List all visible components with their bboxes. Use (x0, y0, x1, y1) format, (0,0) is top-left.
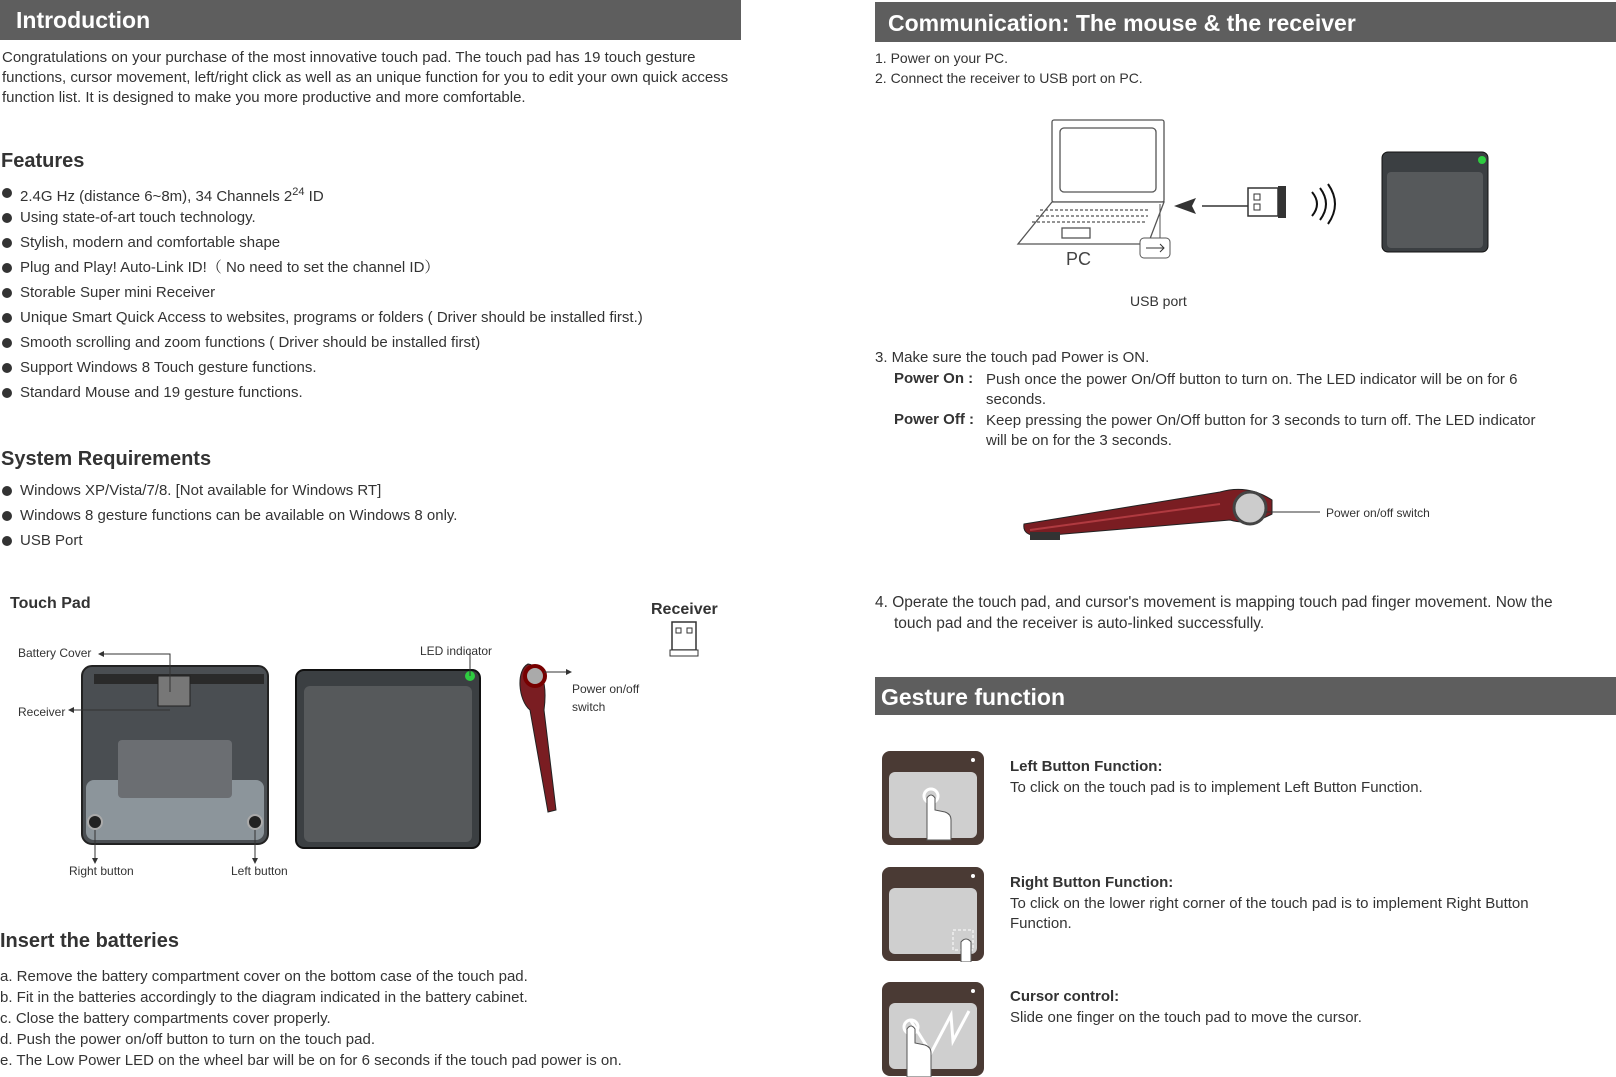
feature-item: Unique Smart Quick Access to websites, programs or folders ( Driver should be installed first.) (0, 305, 740, 330)
gesture-header (875, 677, 1616, 715)
power-off-label: Power Off : (894, 411, 975, 428)
battery-step: a. Remove the battery compartment cover on the bottom case of the touch pad. (0, 968, 528, 985)
intro-text: Congratulations on your purchase of the most innovative touch pad. The touch pad has 19 touch gesture functions, cursor movement, left/right click as well as an unique function for you to edit your own quick access function list. It is designed to make you more productive and more comfortable. (2, 49, 729, 106)
power-switch-callout-1: Power on/off (572, 682, 640, 696)
power-switch-callout-2: switch (572, 700, 606, 714)
touchpad-bottom-view (82, 666, 268, 844)
sysreq-item: Windows XP/Vista/7/8. [Not available for Windows RT] (0, 478, 740, 503)
power-switch-label: Power on/off switch (1326, 506, 1430, 520)
feature-item: Smooth scrolling and zoom functions ( Driver should be installed first) (0, 330, 740, 355)
intro-header (0, 0, 741, 40)
receiver-icon (670, 622, 698, 656)
gesture-right-text-1: To click on the lower right corner of the touch pad is to implement Right Button (1010, 895, 1529, 912)
batteries-steps (0, 966, 740, 1071)
power-on-text-2: seconds. (986, 391, 1047, 408)
usb-port-label: USB port (1130, 293, 1187, 309)
right-button-callout: Right button (69, 864, 134, 878)
receiver-dongle-icon (1248, 186, 1286, 218)
gesture-left-title: Left Button Function: (1010, 758, 1163, 775)
comm-step-1: 1. Power on your PC. (875, 50, 1009, 66)
gesture-right-text-2: Function. (1010, 915, 1072, 932)
features-heading: Features (1, 150, 85, 172)
comm-title: Communication: The mouse & the receiver (888, 10, 1356, 36)
power-switch-icon (1234, 492, 1266, 524)
pc-label: PC (1066, 249, 1092, 269)
features-list (0, 180, 740, 405)
connection-diagram (1010, 112, 1500, 272)
battery-step: e. The Low Power LED on the wheel bar will be on for 6 seconds if the touch pad power is on. (0, 1052, 622, 1069)
comm-step-2: 2. Connect the receiver to USB port on PC. (875, 70, 1143, 86)
comm-step-3: 3. Make sure the touch pad Power is ON. (875, 349, 1150, 366)
power-switch-diagram (1020, 480, 1320, 550)
comm-step-4-line-2: touch pad and the receiver is auto-linked successfully. (894, 615, 1265, 632)
battery-cover-callout: Battery Cover (18, 646, 92, 660)
feature-item: Support Windows 8 Touch gesture functions. (0, 355, 740, 380)
battery-step: c. Close the battery compartments cover properly. (0, 1010, 331, 1027)
feature-item: Using state-of-art touch technology. (0, 205, 740, 230)
sysreq-list (0, 478, 740, 553)
power-off-text-2: will be on for the 3 seconds. (986, 432, 1172, 449)
touchpad-top-view (296, 670, 480, 848)
sysreq-item: Windows 8 gesture functions can be available on Windows 8 only. (0, 503, 740, 528)
battery-step: b. Fit in the batteries accordingly to the diagram indicated in the battery cabinet. (0, 989, 528, 1006)
gesture-right-title: Right Button Function: (1010, 874, 1174, 891)
wireless-signal-icon (1312, 184, 1335, 224)
touchpad-side-view (520, 664, 556, 812)
gesture-cursor-title: Cursor control: (1010, 988, 1120, 1005)
left-click-gesture-icon (881, 750, 985, 846)
gesture-title: Gesture function (881, 684, 1066, 710)
receiver-label: Receiver (651, 601, 718, 618)
laptop-icon (1018, 120, 1164, 244)
batteries-heading: Insert the batteries (0, 930, 179, 952)
power-on-label: Power On : (894, 370, 974, 387)
sysreq-item: USB Port (0, 528, 740, 553)
touchpad-label: Touch Pad (10, 595, 91, 612)
sysreq-heading: System Requirements (1, 448, 212, 470)
comm-header (875, 2, 1616, 42)
touchpad-icon (1382, 152, 1488, 252)
right-click-gesture-icon (881, 866, 985, 962)
intro-title: Introduction (16, 7, 151, 33)
gesture-left-text: To click on the touch pad is to implement Left Button Function. (1010, 779, 1423, 796)
feature-item: Standard Mouse and 19 gesture functions. (0, 380, 740, 405)
receiver-callout: Receiver (18, 705, 66, 719)
gesture-cursor-text: Slide one finger on the touch pad to move the cursor. (1010, 1009, 1362, 1026)
arrow-left-icon (1174, 198, 1250, 214)
cursor-gesture-icon (881, 981, 985, 1077)
left-button-callout: Left button (231, 864, 288, 878)
battery-step: d. Push the power on/off button to turn on the touch pad. (0, 1031, 375, 1048)
power-off-text-1: Keep pressing the power On/Off button for 3 seconds to turn off. The LED indicator (986, 412, 1536, 429)
comm-step-4-line-1: 4. Operate the touch pad, and cursor's movement is mapping touch pad finger movement. Now the (875, 594, 1553, 611)
led-indicator-callout: LED indicator (420, 644, 493, 658)
feature-item: Storable Super mini Receiver (0, 280, 740, 305)
feature-item: 2.4G Hz (distance 6~8m), 34 Channels $2^{24}$ ID (0, 180, 740, 205)
feature-item: Stylish, modern and comfortable shape (0, 230, 740, 255)
feature-item: Plug and Play! Auto-Link ID!（ No need to set the channel ID） (0, 255, 740, 280)
power-on-text-1: Push once the power On/Off button to turn on. The LED indicator will be on for 6 (986, 371, 1518, 388)
touchpad-diagram (0, 620, 740, 890)
